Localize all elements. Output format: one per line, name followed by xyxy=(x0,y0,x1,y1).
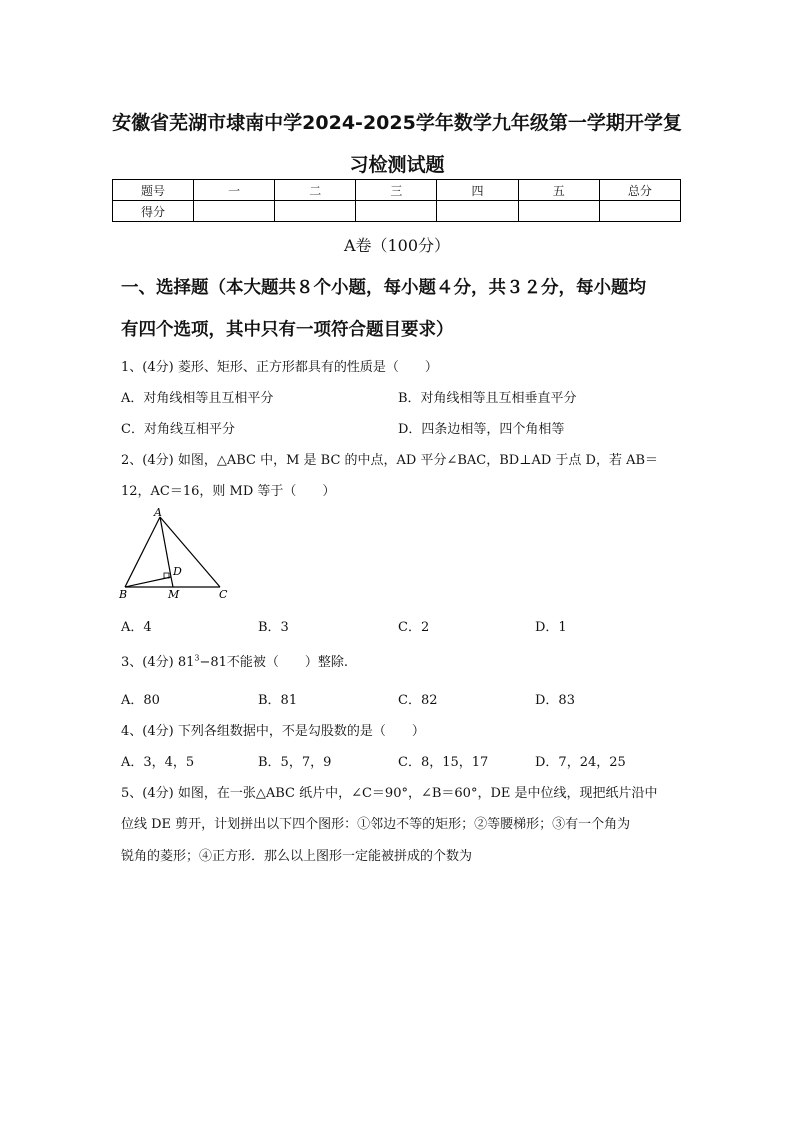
segment-dm xyxy=(171,577,173,587)
page-title-line2: 习检测试题 xyxy=(349,154,445,176)
score-header-cell: 二 xyxy=(275,180,356,201)
question-2-stem-line2: 12，AC＝16，则 MD 等于（ ） xyxy=(121,484,336,499)
label-b: B xyxy=(119,588,128,601)
score-header-cell: 三 xyxy=(356,180,437,201)
segment-ad xyxy=(160,517,171,577)
question-3-option-a: A．80 xyxy=(121,693,160,708)
question-3-suffix: 不能被（ ）整除. xyxy=(226,655,349,670)
question-3-expression-exponent: 3 xyxy=(194,653,200,663)
question-4-option-b: B．5，7，9 xyxy=(258,755,332,770)
question-4-option-d: D．7，24，25 xyxy=(535,755,626,770)
question-2-option-d: D．1 xyxy=(535,620,567,635)
section-title: A卷（100分） xyxy=(343,236,451,255)
part-heading-line2: 有四个选项，其中只有一项符合题目要求） xyxy=(121,320,454,340)
question-4-option-a: A．3，4，5 xyxy=(121,755,195,770)
segment-bd xyxy=(125,577,171,587)
question-5-stem-line3: 锐角的菱形；④正方形．那么以上图形一定能被拼成的个数为 xyxy=(121,849,473,864)
question-1-option-b: B．对角线相等且互相垂直平分 xyxy=(398,391,577,406)
score-header-cell: 四 xyxy=(437,180,518,201)
segment-ab xyxy=(125,517,160,587)
question-3-option-d: D．83 xyxy=(535,693,575,708)
score-cell xyxy=(194,201,275,222)
score-table xyxy=(112,179,681,222)
score-cell xyxy=(356,201,437,222)
score-header-cell: 题号 xyxy=(113,180,194,201)
part-heading: 一、选择题（本大题共８个小题，每小题４分，共３２分，每小题均 xyxy=(121,278,646,298)
score-header-cell: 一 xyxy=(194,180,275,201)
question-2-option-b: B．3 xyxy=(258,620,289,635)
question-1-option-a: A．对角线相等且互相平分 xyxy=(121,391,274,406)
label-a: A xyxy=(154,506,162,519)
question-3-expression-base: 81 xyxy=(177,655,195,670)
question-3-expression-rest: −81 xyxy=(199,655,227,670)
question-3-prefix: 3、(4分) xyxy=(121,655,178,670)
question-3-stem xyxy=(121,651,681,670)
question-4-stem: 4、(4分) 下列各组数据中，不是勾股数的是（ ） xyxy=(121,724,425,739)
score-row-label: 得分 xyxy=(113,201,194,222)
label-c: C xyxy=(219,588,228,601)
label-m: M xyxy=(168,588,180,601)
score-table-header-row xyxy=(113,180,681,201)
question-4-option-c: C．8，15，17 xyxy=(398,755,489,770)
question-3-option-c: C．82 xyxy=(398,693,438,708)
score-cell xyxy=(437,201,518,222)
question-5-stem-line2: 位线 DE 剪开，计划拼出以下四个图形：①邻边不等的矩形；②等腰梯形；③有一个角为 xyxy=(121,817,631,832)
question-5-stem: 5、(4分) 如图，在一张△ABC 纸片中，∠C＝90°，∠B＝60°，DE 是中位线，现把纸片沿中 xyxy=(121,786,658,801)
question-1-option-c: C．对角线互相平分 xyxy=(121,422,235,437)
score-header-cell: 总分 xyxy=(599,180,680,201)
question-1-stem: 1、(4分) 菱形、矩形、正方形都具有的性质是（ ） xyxy=(121,360,438,375)
triangle-figure xyxy=(117,505,235,605)
score-header-cell: 五 xyxy=(518,180,599,201)
question-2-option-c: C．2 xyxy=(398,620,430,635)
question-2-option-a: A．4 xyxy=(121,620,152,635)
score-table-score-row xyxy=(113,201,681,222)
question-3-option-b: B．81 xyxy=(258,693,298,708)
score-cell xyxy=(518,201,599,222)
label-d: D xyxy=(173,565,182,578)
score-cell xyxy=(275,201,356,222)
question-2-stem: 2、(4分) 如图，△ABC 中，M 是 BC 的中点，AD 平分∠BAC，BD⊥AD 于点 D，若 AB＝ xyxy=(121,453,659,468)
question-1-option-d: D．四条边相等，四个角相等 xyxy=(398,422,565,437)
page-title: 安徽省芜湖市埭南中学2024-2025学年数学九年级第一学期开学复 xyxy=(112,112,682,134)
score-cell xyxy=(599,201,680,222)
